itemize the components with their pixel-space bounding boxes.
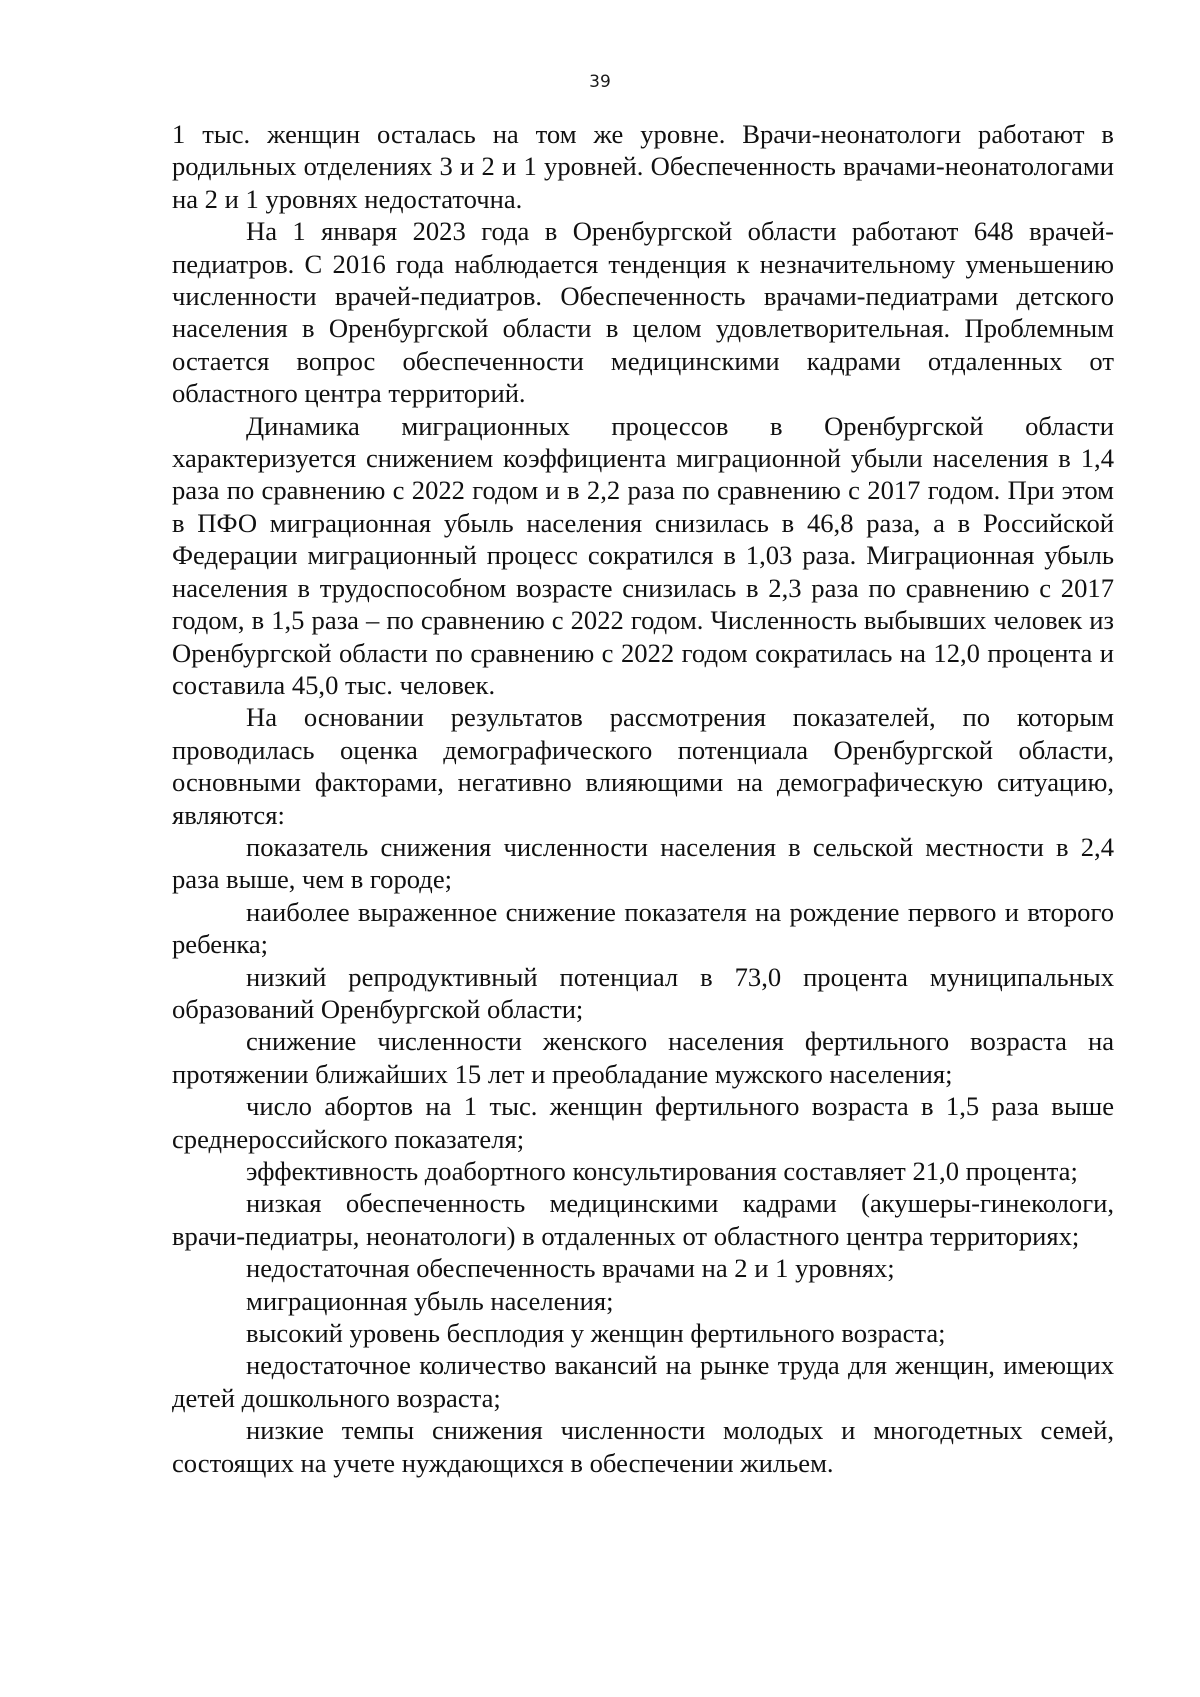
paragraph-continuation: 1 тыс. женщин осталась на том же уровне. Врачи-неонатологи работают в родильных отделениях 3 и 2 и 1 уровней. Обеспеченность врачами-неонатологами на 2 и 1 уровнях недостаточна. [172,119,1114,214]
paragraph-migration: Динамика миграционных процессов в Оренбургской области характеризуется снижением коэффициента миграционной убыли населения в 1,4 раза по сравнению с 2022 годом и в 2,2 раза по сравнению с 2017 годом. При этом в ПФО миграционная убыль населения снизилась в 46,8 раза, а в Российской Федерации миграционный процесс сократился в 1,03 раза. Миграционная убыль населения в трудоспособном возрасте снизилась в 2,3 раза по сравнению с 2017 годом, в 1,5 раза – по сравнению с 2022 годом. Численность выбывших человек из Оренбургской области по сравнению с 2022 годом сократилась на 12,0 процента и составила 45,0 тыс. человек. [172,410,1114,700]
list-item-infertility: высокий уровень бесплодия у женщин фертильного возраста; [246,1318,946,1349]
list-item-first-second-birth: наиболее выраженное снижение показателя на рождение первого и второго ребенка; [172,896,1114,960]
page-number: 39 [589,72,611,92]
list-item-counseling: эффективность доабортного консультирования составляет 21,0 процента; [246,1156,1078,1186]
list-item-doctor-supply: недостаточная обеспеченность врачами на 2 и 1 уровнях; [246,1253,895,1284]
list-item-housing: низкие темпы снижения численности молодых и многодетных семей, состоящих на учете нуждающихся в обеспечении жильем. [172,1415,1114,1478]
paragraph-factors-intro: На основании результатов рассмотрения показателей, по которым проводилась оценка демографического потенциала Оренбургской области, основными факторами, негативно влияющими на демографическую ситуацию, являются: [172,702,1114,830]
list-item-medical-staff: низкая обеспеченность медицинскими кадрами (акушеры-гинекологи, врачи-педиатры, неонатологи) в отдаленных от областного центра территориях; [172,1188,1114,1251]
list-item-vacancies: недостаточное количество вакансий на рынке труда для женщин, имеющих детей дошкольного возраста; [172,1350,1114,1413]
paragraph-pediatricians: На 1 января 2023 года в Оренбургской области работают 648 врачей-педиатров. С 2016 года наблюдается тенденция к незначительному уменьшению численности врачей-педиатров. Обеспеченность врачами-педиатрами детского населения в Оренбургской области в целом удовлетворительная. Проблемным остается вопрос обеспеченности медицинскими кадрами отдаленных от областного центра территорий. [172,216,1114,409]
list-item-reproductive-potential: низкий репродуктивный потенциал в 73,0 процента муниципальных образований Оренбургской области; [172,961,1114,1024]
list-item-abortions: число абортов на 1 тыс. женщин фертильного возраста в 1,5 раза выше среднероссийского показателя; [172,1091,1114,1154]
list-item-rural-decline: показатель снижения численности населения в сельской местности в 2,4 раза выше, чем в городе; [172,831,1114,895]
list-item-female-population: снижение численности женского населения фертильного возраста на протяжении ближайших 15 лет и преобладание мужского населения; [172,1026,1114,1089]
document-body [172,118,1114,1479]
list-item-migration-loss: миграционная убыль населения; [246,1285,614,1316]
